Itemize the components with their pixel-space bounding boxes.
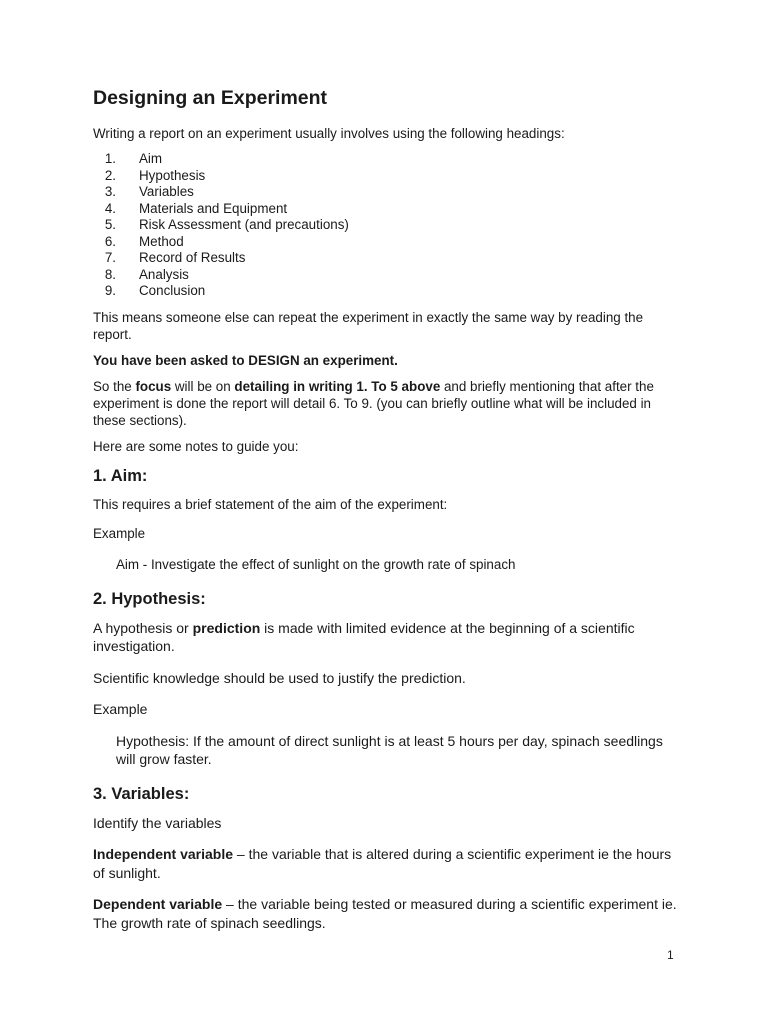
list-item: 7. Record of Results — [104, 250, 246, 265]
page-number: 1 — [667, 948, 674, 962]
aim-text: This requires a brief statement of the aim of the experiment: — [93, 496, 448, 512]
hypothesis-justify: Scientific knowledge should be used to justify the prediction. — [93, 669, 466, 686]
repeat-note: This means someone else can repeat the experiment in exactly the same way by reading the report. — [93, 309, 644, 342]
variables-heading: 3. Variables: — [93, 784, 190, 803]
list-item: 3. Variables — [104, 184, 194, 199]
guide-text: Here are some notes to guide you: — [93, 438, 299, 454]
list-item: 2. Hypothesis — [104, 167, 206, 183]
aim-heading: 1. Aim: — [93, 466, 148, 485]
document-page — [93, 86, 683, 945]
list-item: 6. Method — [104, 233, 184, 249]
hypothesis-text: A hypothesis or prediction is made with limited evidence at the beginning of a scientific investigation. — [93, 619, 635, 654]
report-headings-list — [93, 151, 683, 300]
list-item: 9. Conclusion — [104, 283, 206, 298]
hypothesis-example: Hypothesis: If the amount of direct sunlight is at least 5 hours per day, spinach seedlings will grow faster. — [116, 732, 663, 767]
list-item: 4. Materials and Equipment — [104, 200, 288, 216]
list-item: 8. Analysis — [104, 266, 189, 282]
list-item: 1. Aim — [104, 151, 163, 166]
variables-identify: Identify the variables — [93, 814, 222, 831]
dependent-variable: Dependent variable – the variable being tested or measured during a scientific experiment ie. The growth rate of spinach seedlings. — [93, 896, 677, 931]
independent-variable: Independent variable – the variable that is altered during a scientific experiment ie the hours of sunlight. — [93, 846, 672, 881]
page-title: Designing an Experiment — [93, 87, 328, 109]
focus-paragraph: So the focus will be on detailing in writing 1. To 5 above and briefly mentioning that after the experiment is done the report will detail 6. To 9. (you can briefly outline what will be included in these sections). — [93, 378, 654, 428]
hypothesis-example-label: Example — [93, 701, 148, 717]
aim-example-label: Example — [93, 525, 146, 541]
list-item: 5. Risk Assessment (and precautions) — [104, 217, 349, 232]
asked-statement: You have been asked to DESIGN an experiment. — [93, 352, 398, 368]
aim-example: Aim - Investigate the effect of sunlight on the growth rate of spinach — [116, 556, 516, 572]
hypothesis-heading: 2. Hypothesis: — [93, 589, 206, 608]
intro-text: Writing a report on an experiment usually involves using the following headings: — [93, 126, 565, 141]
